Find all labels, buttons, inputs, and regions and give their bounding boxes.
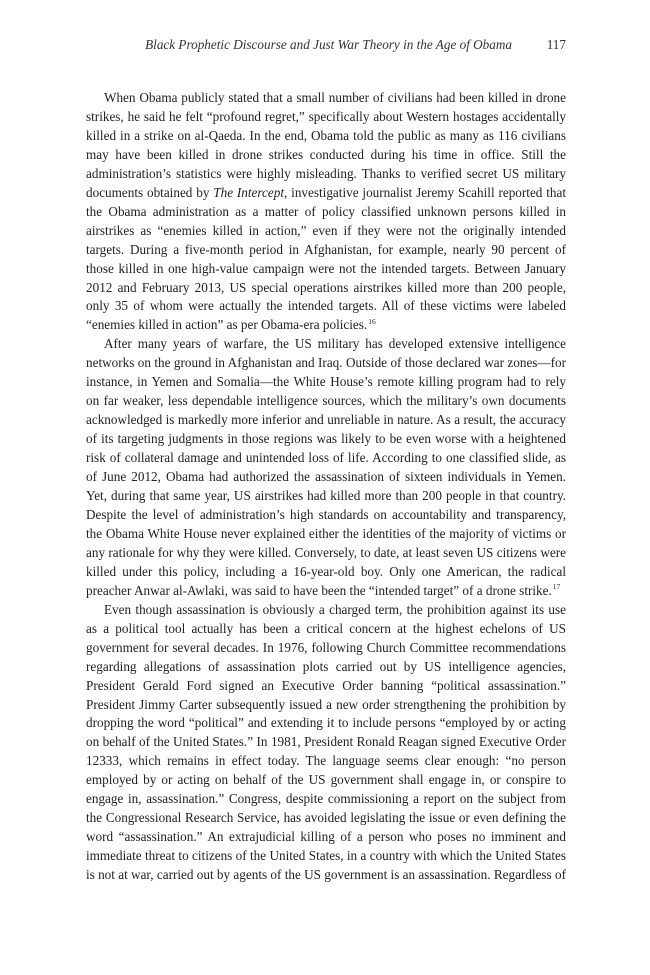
paragraph bbox=[86, 335, 566, 600]
footnote-reference: 16 bbox=[368, 317, 376, 327]
page-number: 117 bbox=[546, 37, 566, 52]
body-text bbox=[86, 89, 566, 885]
italic-text: The Intercept bbox=[213, 184, 285, 200]
running-head bbox=[86, 34, 566, 56]
paragraph bbox=[86, 601, 566, 885]
paragraph-text: When Obama publicly stated that a small number of civilians had been killed in drone strikes, he said he felt “profound regret,” specifically about Western hostages accidentally killed in a strike on al-Qaeda. In the end, Obama told the public as many as 116 civilians may have been killed in drone strikes conducted during his time in office. Still the administration’s statistics were highly misleading. Thanks to verified secret US military documents obtained by bbox=[86, 90, 566, 200]
footnote-reference: 17 bbox=[552, 582, 561, 592]
running-title: Black Prophetic Discourse and Just War Theory in the Age of Obama bbox=[145, 37, 512, 52]
paragraph-text: , investigative journalist Jeremy Scahill reported that the Obama administration as a matter of policy classified unknown persons killed in airstrikes as “enemies killed in action,” even if they were not the originally intended targets. During a five-month period in Afghanistan, for example, nearly 90 percent of those killed in one high-value campaign were not the intended targets. Between January 2012 and February 2013, US special operations airstrikes killed more than 200 people, only 35 of whom were actually the intended targets. All of these victims were labeled “enemies killed in action” as per Obama-era policies. bbox=[86, 184, 567, 333]
paragraph-text: After many years of warfare, the US military has developed extensive intelligence networks on the ground in Afghanistan and Iraq. Outside of those declared war zones—for instance, in Yemen and Somalia—the White House’s remote killing program had to rely on far weaker, less dependable intelligence sources, which the military’s own documents acknowledged is markedly more inferior and unreliable in nature. As a result, the accuracy of its targeting judgments in those regions was likely to be even worse with a heightened risk of collateral damage and unintended loss of life. According to one classified slide, as of June 2012, Obama had authorized the assassination of sixteen individuals in Yemen. Yet, during that same year, US airstrikes had killed more than 200 people in that country. Despite the level of administration’s high standards on accountability and transparency, the Obama White House never explained either the identities of the majority of victims or any rationale for why they were killed. Conversely, to date, at least seven US citizens were killed under this policy, including a 16-year-old boy. Only one American, the radical preacher Anwar al-Awlaki, was said to have been the “intended target” of a drone strike. bbox=[86, 336, 566, 598]
paragraph bbox=[86, 89, 566, 335]
book-page bbox=[86, 34, 566, 885]
paragraph-text: Even though assassination is obviously a charged term, the prohibition against its use as a political tool actually has been a critical concern at the highest echelons of US government for several decades. In 1976, following Church Committee recommendations regarding allegations of assassination plots carried out by US intelligence agencies, President Gerald Ford signed an Executive Order banning “political assassination.” President Jimmy Carter subsequently issued a new order strengthening the prohibition by dropping the word “political” and extending it to include persons “employed by or acting on behalf of the United States.” In 1981, President Ronald Reagan signed Executive Order 12333, which remains in effect today. The language seems clear enough: “no person employed by or acting on behalf of the US government shall engage in, or conspire to engage in, assassination.” Congress, despite commissioning a report on the subject from the Congressional Research Service, has avoided legislating the issue or even defining the word “assassination.” An extrajudicial killing of a person who poses no imminent and immediate threat to citizens of the United States, in a country with which the United States is not at war, carried out by agents of the US government is an assassination. Regardless of bbox=[86, 601, 566, 883]
